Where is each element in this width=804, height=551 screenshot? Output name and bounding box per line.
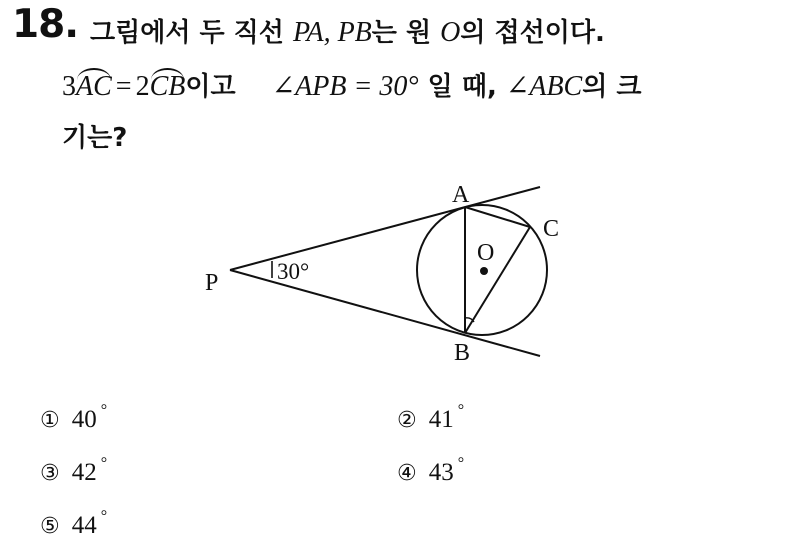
choice-1-number: ① <box>40 408 60 433</box>
choice-3-unit: ° <box>100 455 108 472</box>
arc-ac: AC <box>76 71 112 102</box>
arc-coef-2: 2 <box>135 71 150 102</box>
choice-2-number: ② <box>397 408 417 433</box>
angle-label-30: 30° <box>277 259 310 284</box>
circle-name: O <box>440 17 461 48</box>
choice-4[interactable] <box>397 455 464 487</box>
choice-4-number: ④ <box>397 461 417 486</box>
question-when: 일 때, <box>427 72 497 102</box>
question-text-1: 그림에서 두 직선 <box>90 18 284 48</box>
label-a: A <box>452 182 470 208</box>
choice-4-unit: ° <box>457 455 465 472</box>
question-number: 18. <box>12 2 79 47</box>
equals-sign: = <box>115 71 132 102</box>
arc-cb: CB <box>149 71 186 102</box>
question-text-2: 는 원 <box>371 18 432 48</box>
label-o: O <box>477 240 495 266</box>
choice-5-value: 44 <box>71 512 97 539</box>
angle-apb: ∠APB = 30° <box>271 71 419 102</box>
label-b: B <box>454 340 471 366</box>
choice-2[interactable] <box>397 402 464 434</box>
choice-2-value: 41 <box>428 406 454 433</box>
question-conj: 이고 <box>185 72 236 102</box>
choice-1-unit: ° <box>100 402 108 419</box>
choice-3[interactable] <box>40 455 107 487</box>
arc-coef-1: 3 <box>62 71 76 102</box>
question-line-3: 기는? <box>62 123 128 153</box>
choice-1-value: 40 <box>71 406 97 433</box>
tangent-lines: PA, PB <box>292 17 372 48</box>
choice-3-value: 42 <box>71 459 97 486</box>
chord-cb <box>465 227 530 333</box>
label-p: P <box>205 270 219 296</box>
question-text-4: 의 크 <box>582 72 642 102</box>
choice-2-unit: ° <box>457 402 465 419</box>
label-c: C <box>543 216 560 242</box>
choice-1[interactable] <box>40 402 107 434</box>
choice-3-number: ③ <box>40 461 60 486</box>
angle-abc: ∠ABC <box>505 71 583 102</box>
choice-5-number: ⑤ <box>40 514 60 539</box>
center-point-o <box>480 267 488 275</box>
choice-5[interactable] <box>40 508 107 540</box>
question-text-3: 의 접선이다. <box>460 18 605 48</box>
choice-5-unit: ° <box>100 508 108 525</box>
choice-4-value: 43 <box>428 459 454 486</box>
